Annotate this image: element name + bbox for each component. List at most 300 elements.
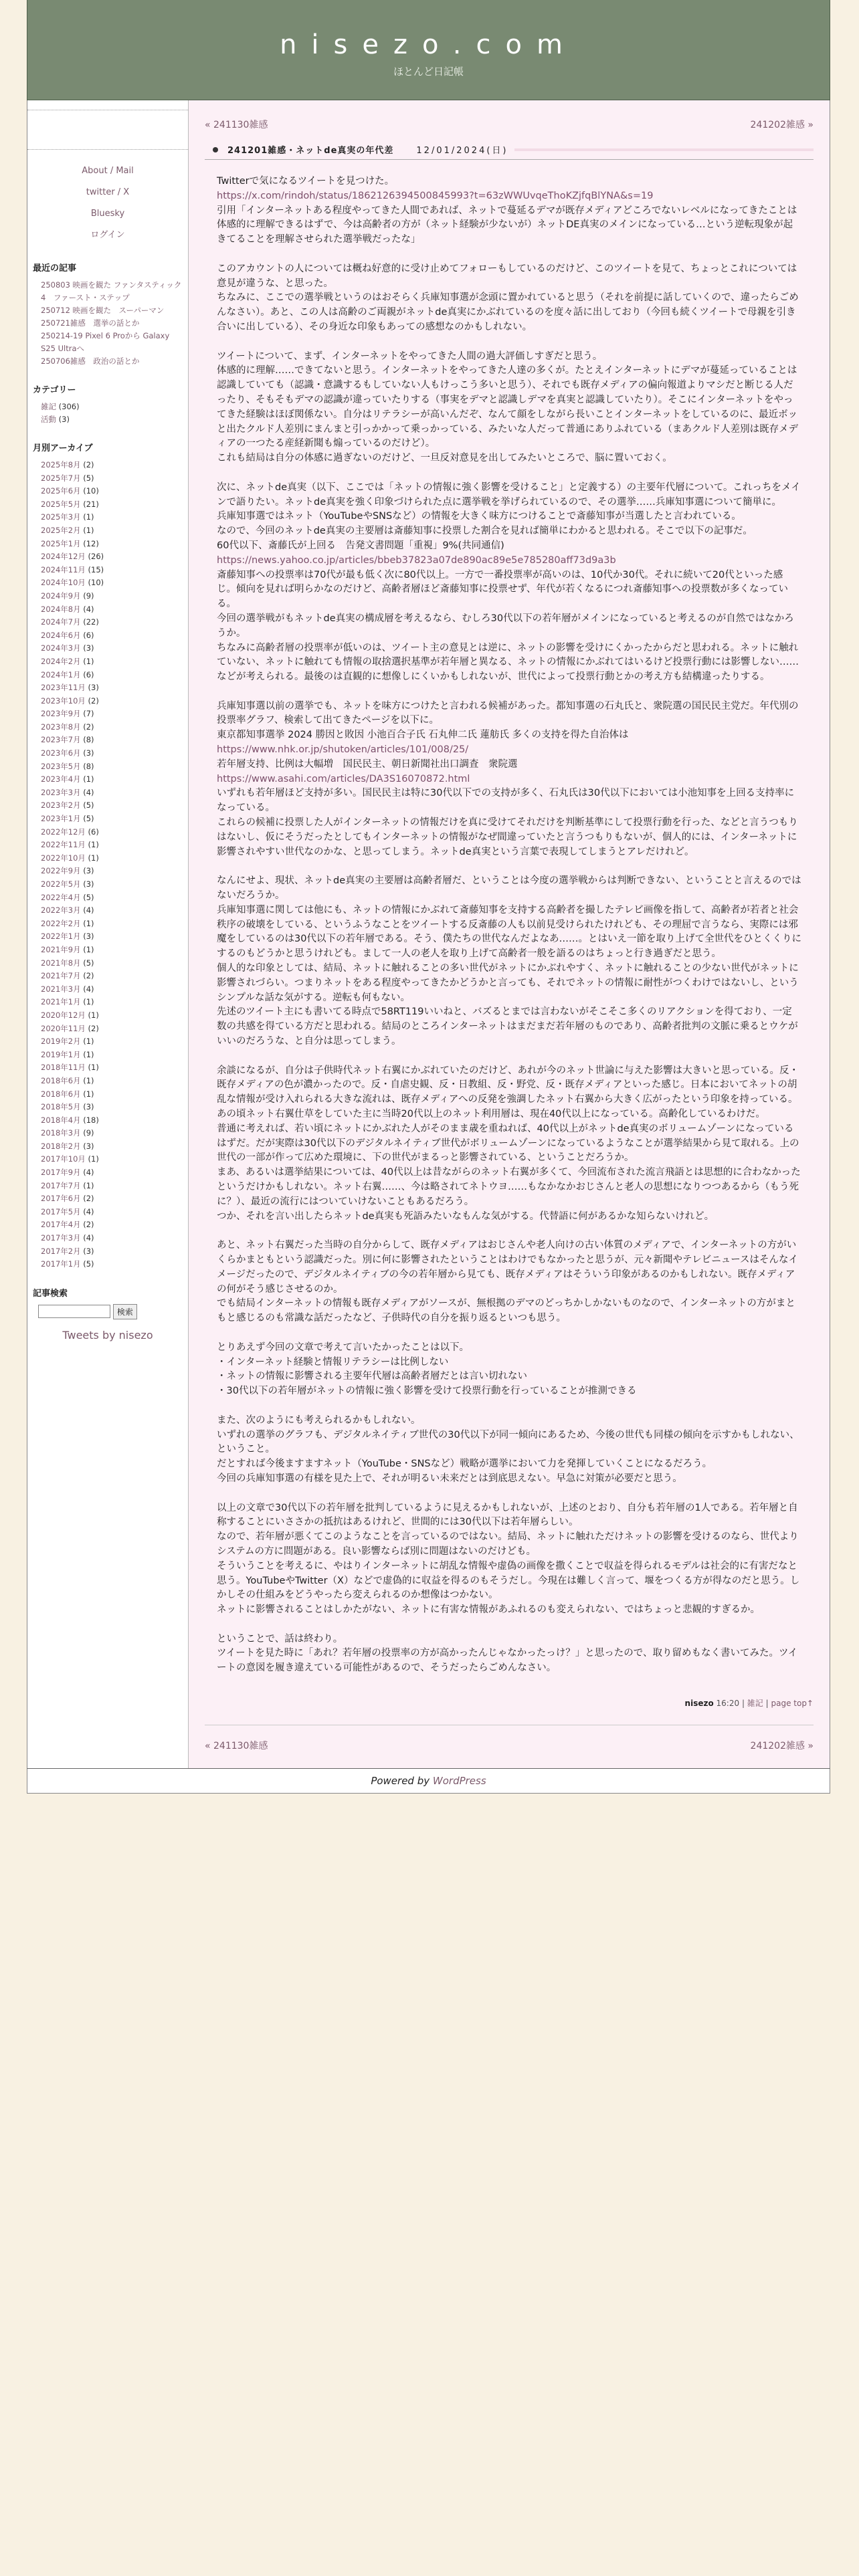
category-count: (3) [56, 415, 70, 424]
category-count: (306) [56, 402, 80, 411]
prev-post-link-bottom[interactable]: « 241130雑感 [205, 1740, 268, 1751]
archive-link[interactable]: 2023年11月 [41, 683, 86, 693]
post-title-bar [205, 143, 814, 160]
archive-count: (4) [80, 1206, 94, 1216]
archive-link[interactable]: 2019年1月 [41, 1049, 81, 1059]
archive-count: (5) [80, 473, 94, 483]
archive-item [41, 695, 184, 708]
archive-item [41, 1192, 184, 1206]
tweets-link[interactable]: Tweets by nisezo [62, 1328, 153, 1341]
post-date: 12/01/2024(日) [416, 146, 508, 156]
archive-count: (1) [85, 1063, 99, 1073]
archive-link[interactable]: 2022年3月 [41, 905, 81, 916]
archive-link[interactable]: 2020年12月 [41, 1010, 86, 1020]
post-text-line: ・インターネット経験と情報リテラシーは比例しない [217, 1356, 449, 1368]
post-text-line: 以上の文章で30代以下の若年層を批判しているように見えるかもしれないが、上述のとおり、自分も若年層の1人である。若年層と自称することにいささかの抵抗はあるけれど、世間的には30代以下は若年層らしい。 [217, 1502, 798, 1528]
archive-count: (1) [85, 1010, 99, 1020]
archive-link[interactable]: 2024年10月 [41, 578, 86, 588]
post-time: 16:20 [716, 1698, 740, 1708]
archive-item [41, 498, 184, 512]
post-text-line: 次に、ネットde真実（以下、ここでは「ネットの情報に強く影響を受けること」と定義する）の主要年代層について。これっちをメインで語りたい。ネットde真実を強く印象づけられた点に選挙戦を挙げられているので、その選挙……兵庫知事選について簡単に。 [217, 481, 801, 508]
archive-link[interactable]: 2022年2月 [41, 918, 81, 928]
search-input[interactable] [38, 1305, 110, 1318]
page-top-link[interactable]: page top↑ [771, 1698, 814, 1708]
recent-posts-list [27, 279, 188, 368]
post-text-line: これも結局は自分の体感に過ぎないのだけど、一旦反対意見を出してみたいところで、脳に置いておく。 [217, 453, 672, 464]
archive-count: (1) [80, 944, 94, 954]
post-text-line: なので、若年層が悪くてこのようなことを言っているのではない。結局、ネットに触れただけネットの影響を受けるのなら、世代よりシステムの方に問題がある。良い影響ならば別に問題はないのだけども。 [217, 1531, 799, 1557]
archive-link[interactable]: 2024年9月 [41, 591, 81, 601]
site-footer [27, 1768, 830, 1794]
archive-link[interactable]: 2025年7月 [41, 473, 81, 483]
archive-link[interactable]: 2025年8月 [41, 460, 81, 469]
archive-item [41, 485, 184, 498]
archive-count: (6) [80, 630, 94, 640]
archive-count: (9) [80, 1128, 94, 1138]
archive-count: (2) [80, 460, 94, 469]
archive-item [41, 996, 184, 1009]
archive-item [41, 891, 184, 905]
post-paragraph [217, 1632, 801, 1676]
post-paragraph [217, 1064, 801, 1224]
archive-count: (15) [85, 564, 104, 574]
archive-link[interactable]: 2022年12月 [41, 827, 86, 837]
archive-item [41, 983, 184, 996]
archive-item [41, 734, 184, 747]
archive-item [41, 564, 184, 577]
site-header [27, 0, 830, 100]
archive-item [41, 1140, 184, 1154]
archive-count: (4) [80, 1168, 94, 1178]
post-author: nisezo [684, 1698, 714, 1708]
archive-link[interactable]: 2024年7月 [41, 617, 81, 627]
post-text-line: 余談になるが、自分は子供時代ネット右翼にかぶれていたのだけど、あれが今のネット世論に与えた影響は大きいと思っている。反・既存メディアの色が濃かったので。反・自虐史観、反・日教組、反・野党、反・既存メディアといった感じ。日本においてネットの胡乱な情報が受け入れられる大きな流れは、既存メディアへの反発を強調したネット右翼から大きく広がったという印象を持っている。 [217, 1065, 799, 1105]
category-item [41, 401, 184, 413]
archive-count: (5) [80, 1259, 94, 1269]
archive-link[interactable]: 2023年9月 [41, 709, 81, 719]
archive-item [41, 826, 184, 839]
archive-link[interactable]: 2021年8月 [41, 958, 81, 968]
archive-count: (1) [80, 997, 94, 1007]
post-text-line: 個人的な印象としては、結局、ネットに触れることの多い世代がネットにかぶれやすく、ネットに触れることの少ない世代がネットに影響されづらい。つまりネットをある程度やってきたかどうかと言っても、それでネットの情報に耐性がつくわけではないし、というシンプルな話な気がする。逆転も何もない。 [217, 963, 799, 1003]
archive-item [41, 944, 184, 957]
archive-item [41, 1153, 184, 1166]
post-text-line: いずれの選挙のグラフも、デジタルネイティブ世代の30代以下が同一傾向にあるため、今後の世代も同様の傾向を示すかもしれない、ということ。 [217, 1429, 799, 1455]
archive-item [41, 839, 184, 852]
sidebar-top-box [27, 110, 188, 150]
archive-item [41, 957, 184, 970]
bluesky-link[interactable]: Bluesky [90, 209, 125, 219]
archive-item [41, 813, 184, 826]
post-text-line: 東京都知事選挙 2024 勝因と敗因 小池百合子氏 石丸伸二氏 蓮舫氏 多くの支持を得た自治体は [217, 730, 629, 741]
post-text-line: あと、ネット右翼だった当時の自分からして、既存メディアはおじさんや老人向けの古い体質のメディアで、インターネットの方がいくらかまともという認識だった。別に何に影響されたということはわけでもなかったと思うが、元々新聞やテレビニュースはそんなイメージだったので、デジタルネイティブの今の若年層から見ても、既存メディアはそういう印象があるのかもしれない。既存メディアの何がそう感じさせるのか。 [217, 1240, 798, 1295]
about-mail-link[interactable]: About / Mail [82, 166, 134, 176]
archive-count: (4) [80, 604, 94, 614]
archive-item [41, 865, 184, 878]
archive-count: (8) [80, 761, 94, 771]
post-paragraph [217, 700, 801, 860]
archive-link[interactable]: 2022年4月 [41, 892, 81, 902]
archive-count: (22) [80, 617, 99, 627]
archive-link[interactable]: 2022年9月 [41, 866, 81, 876]
post-text-line: 引用「インターネットある程度やってきた人間であれば、ネットで蔓延るデマが既存メディアどころでないレベルになってきたことは体感的に理解できるはずで、今は高齢者の方が（ネット経験が少ないが）ネットDE真実のメインになっている…という逆転現象が起きてることを理解させられた選挙戦だったな」 [217, 205, 797, 245]
archive-heading: 月別アーカイブ [33, 443, 93, 453]
archive-item [41, 538, 184, 551]
post-text-line: 兵庫知事選に関しては他にも、ネットの情報にかぶれて斎藤知事を支持する高齢者を撮したテレビ画像を指して、高齢者が若者と社会秩序の破壊をしている、というふうなことをツイートする反斎藤の人も以前見受けられたけれども、その理屈で言うなら、実際には邪魔をしているのは30代以下の若年層である。そう、僕たちの世代なんだよなあ……。とはいえ一節を取り上げて全世代をひとくくりにするのもどうかと思うけれども。まして一人の老人を取り上げて高齢者一般を語るのはちょっと行き過ぎだと思う。 [217, 904, 801, 960]
archive-link[interactable]: 2024年6月 [41, 630, 81, 640]
archive-item [41, 721, 184, 734]
main-content [189, 100, 830, 1768]
archive-item [41, 1245, 184, 1259]
categories-heading: カテゴリー [33, 385, 76, 395]
twitter-link[interactable]: twitter / X [86, 187, 130, 197]
archive-item [41, 786, 184, 800]
archive-item [41, 1088, 184, 1101]
post-text-line: そういうことを考えるに、やはりインターネットに胡乱な情報や虚偽の画像を撒くことで収益を得られるモデルは社会的に有害だなと思う。YouTubeやTwitter（X）などで虚偽的に収益を得るのもそうだし。今現在は難しく言って、堰をつくる方が得なのだと思う。しかしその仕組みをどうやったら変えられるのか想像はつかない。 [217, 1560, 800, 1601]
archive-item [41, 760, 184, 774]
post-text-line: 体感的に理解……できてないと思う。インターネットをやってきた人達の多くが。たとえインターネットにデマが蔓延っていることは認識していても（認識・意識するもしていない人もけっこう多いと思う）、それでも既存メディアの偏向報道よりマシだと断じる人だったり、そもそもデマの認識が違っていたりする（事実をデマと認識しデマを真実と認識していたり）。そこにインターネットをやってきた経験はほぼ関係ない。自分はリテラシーが高いんだぞ、なんて顔をしながら長いことインターネットをしているのに、最近ボッと出たクルド人差別にまんまと引っかかって乗っかっている、みたいな人だって普通にありふれている（まあクルド人差別は既存メディアの一つたる産経新聞も煽っているのだけど）。 [217, 365, 799, 449]
post-text-line: ネットに影響されることはしかたがない、ネットに有害な情報があふれるのも変えられない、ではちょっと悲観的すぎるか。 [217, 1604, 760, 1616]
archive-count: (1) [85, 1154, 99, 1164]
post-text-line: つか、それを言い出したらネットde真実も死語みたいなもんな気がする。代替語に何があるかな知らないけれど。 [217, 1210, 714, 1222]
archive-count: (1) [80, 774, 94, 784]
archive-link[interactable]: 2024年11月 [41, 564, 86, 574]
archive-link[interactable]: 2024年8月 [41, 604, 81, 614]
archive-item [41, 1166, 184, 1180]
search-button[interactable]: 検索 [113, 1304, 137, 1319]
archive-link[interactable]: 2018年3月 [41, 1128, 81, 1138]
archive-count: (1) [80, 1180, 94, 1190]
archive-link[interactable]: 2017年7月 [41, 1180, 81, 1190]
archive-item [41, 708, 184, 721]
archive-link[interactable]: 2018年4月 [41, 1115, 81, 1125]
archive-link[interactable]: 2023年8月 [41, 722, 81, 732]
archive-count: (26) [85, 552, 104, 562]
archive-count: (1) [80, 918, 94, 928]
archive-count: (1) [80, 512, 94, 522]
category-link[interactable]: 活動 [41, 415, 56, 424]
archive-count: (2) [80, 1220, 94, 1230]
post-text-line: ツイートについて、まず、インターネットをやってきた人間の過大評価しすぎだと思う。 [217, 350, 603, 362]
archive-link[interactable]: 2022年11月 [41, 840, 86, 850]
archive-count: (21) [80, 499, 99, 509]
category-item [41, 413, 184, 426]
archive-item [41, 918, 184, 931]
search-form [27, 1304, 188, 1319]
post-paragraph [217, 1414, 801, 1487]
archive-count: (4) [80, 984, 94, 994]
post-paragraph [217, 1239, 801, 1326]
archive-link[interactable]: 2017年1月 [41, 1259, 81, 1269]
archive-count: (3) [80, 643, 94, 653]
archive-item [41, 904, 184, 918]
content-row [27, 100, 830, 1768]
categories-list [27, 401, 188, 426]
post-title[interactable]: 241201雑感・ネットde真実の年代差 [227, 146, 394, 156]
post-text-line: Twitterで気になるツイートを見つけた。 [217, 176, 395, 187]
archive-count: (1) [80, 1075, 94, 1085]
archive-link[interactable]: 2019年2月 [41, 1037, 81, 1047]
post-paragraph [217, 1501, 801, 1618]
archive-count: (6) [85, 827, 99, 837]
archive-count: (2) [85, 1023, 99, 1033]
archive-item [41, 655, 184, 669]
archive-count: (10) [80, 486, 99, 496]
title-bar-fill [514, 148, 814, 151]
archive-item [41, 459, 184, 472]
recent-post-link[interactable]: 250803 映画を観た ファンタスティック4 ファースト・ステップ [41, 280, 182, 302]
archive-link[interactable]: 2017年5月 [41, 1206, 81, 1216]
archive-link[interactable]: 2025年3月 [41, 512, 81, 522]
archive-item [41, 629, 184, 643]
archive-count: (1) [80, 1049, 94, 1059]
archive-item [41, 1009, 184, 1023]
archive-item [41, 799, 184, 813]
archive-link[interactable]: 2018年2月 [41, 1141, 81, 1151]
archive-count: (4) [80, 1233, 94, 1243]
archive-count: (1) [80, 656, 94, 666]
archive-link[interactable]: 2017年2月 [41, 1246, 81, 1256]
post-url-link[interactable]: https://news.yahoo.co.jp/articles/bbeb37823a07de890ac89e5e785280aff73d9a3b [217, 554, 616, 566]
archive-item [41, 1258, 184, 1271]
post-text-line: ツイートを見た時に「あれ？若年層の投票率の方が高かったんじゃなかったっけ？」と思ったので、取り留めもなく書いてみた。ツイートの意図を履き違えている可能性があるので、そうだったらごめんなさい。 [217, 1648, 798, 1674]
post-text-line: 普通に考えれば、若い頃にネットにかぶれた人がそのまま歳を重ねれば、40代以上がネットde真実のボリュームゾーンになっているはずだ。だが実際は30代以下のデジタルネイティブ世代がボリュームゾーンになっているようなことが選挙結果から見て取れる。上の世代の一部が作って広めた環境に、下の世代がまるっと影響されている、ということだろうか。 [217, 1123, 799, 1164]
archive-item [41, 590, 184, 603]
archive-count: (3) [80, 1102, 94, 1112]
title-bullet-icon [213, 147, 218, 152]
post-nav-bottom [205, 1725, 814, 1768]
archive-count: (4) [80, 905, 94, 916]
post-text-line: なので、今回のネットde真実の主要層は斎藤知事に投票した割合を見れば簡単にわかると思われる。そこで以下の記事だ。 [217, 526, 753, 537]
archive-count: (3) [80, 1141, 94, 1151]
archive-link[interactable]: 2024年1月 [41, 669, 81, 679]
archive-link[interactable]: 2024年12月 [41, 552, 86, 562]
archive-link[interactable]: 2018年6月 [41, 1075, 81, 1085]
archive-item [41, 930, 184, 944]
page-wrapper [27, 0, 830, 1794]
site-description: ほとんど日記帳 [393, 66, 464, 78]
archive-link[interactable]: 2025年5月 [41, 499, 81, 509]
post-text-line: ということで、話は終わり。 [217, 1633, 343, 1644]
archive-link[interactable]: 2017年3月 [41, 1233, 81, 1243]
post-url-link[interactable]: https://x.com/rindoh/status/1862126394500845993?t=63zWWUvqeThoKZjfqBlYNA&s=19 [217, 190, 654, 201]
post-text-line: 60代以下、斎藤氏が上回る 告発文書問題「重視」9%(共同通信) [217, 540, 504, 551]
archive-count: (2) [80, 971, 94, 981]
archive-count: (2) [80, 1194, 94, 1204]
post-text-line: ちなみに、ここでの選挙戦というのはおそらく兵庫知事選が念頭に置かれていると思う（それを前提に話していくので、違ったらごめんなさい）。あと、この人は高齢のご両親がネットde真実にかぶれているのを度々話に出しており（今回も続くツイートで母親を引き合いに出している）、その身近な印象もあっての感想なのかもしれない。 [217, 292, 799, 332]
archive-link[interactable]: 2023年1月 [41, 814, 81, 824]
archive-count: (3) [80, 932, 94, 942]
post-text-line: 今回の兵庫知事選の有様を見た上で、それが明るい未来だとは到底思えない。早急に対策が必要だと思う。 [217, 1473, 682, 1484]
archive-count: (1) [80, 525, 94, 535]
archive-count: (3) [80, 879, 94, 889]
archive-item [41, 1232, 184, 1245]
archive-link[interactable]: 2023年7月 [41, 735, 81, 745]
archive-item [41, 1075, 184, 1088]
archive-link[interactable]: 2017年10月 [41, 1154, 86, 1164]
archive-item [41, 550, 184, 564]
footer-prefix: Powered by [371, 1774, 433, 1787]
post-text-line: だとすれば今後ますますネット（YouTube・SNSなど）戦略が選挙において力を発揮していくことになるだろう。 [217, 1459, 712, 1470]
sidebar-links [27, 160, 188, 246]
archive-list [27, 459, 188, 1271]
archive-count: (5) [80, 892, 94, 902]
archive-count: (2) [85, 695, 99, 706]
archive-item [41, 1218, 184, 1232]
archive-count: (1) [80, 1089, 94, 1099]
archive-link[interactable]: 2022年5月 [41, 879, 81, 889]
post-text-line: 兵庫知事選ではネット（YouTubeやSNSなど）の情報を大きく味方につけることで斎藤知事が当選したと言われている。 [217, 511, 741, 522]
archive-link[interactable]: 2021年3月 [41, 984, 81, 994]
post-text-line: とりあえず今回の文章で考えて言いたかったことは以下。 [217, 1341, 469, 1353]
search-heading: 記事検索 [33, 1288, 68, 1299]
archive-item [41, 1049, 184, 1062]
post-text-line: まあ、あるいは選挙結果については、40代以上は昔ながらのネット右翼が多くて、今回流布された流言飛語とは思想的に合わなかったというだけかもしれない。ネット右翼……、今は略されてネトウヨ……もなかなかおじさんと老人の思想になりつつあるから（もう死に？）、最近の流行にはついていけないこともあるだろう。 [217, 1167, 801, 1207]
archive-count: (5) [80, 800, 94, 811]
archive-link[interactable]: 2018年6月 [41, 1089, 81, 1099]
recent-post-link[interactable]: 250706雑感 政治の話とか [41, 356, 140, 366]
archive-link[interactable]: 2024年2月 [41, 656, 81, 666]
archive-link[interactable]: 2018年5月 [41, 1102, 81, 1112]
archive-item [41, 1127, 184, 1140]
archive-item [41, 472, 184, 486]
archive-count: (6) [80, 669, 94, 679]
post-paragraph [217, 1341, 801, 1399]
post-url-link[interactable]: https://www.nhk.or.jp/shutoken/articles/101/008/25/ [217, 744, 469, 756]
archive-count: (7) [80, 709, 94, 719]
archive-item [41, 1061, 184, 1075]
archive-link[interactable]: 2023年4月 [41, 774, 81, 784]
archive-link[interactable]: 2023年6月 [41, 748, 81, 758]
archive-item [41, 1035, 184, 1049]
archive-item [41, 1101, 184, 1114]
archive-count: (9) [80, 591, 94, 601]
recent-posts-heading: 最近の記事 [33, 263, 77, 274]
archive-link[interactable]: 2020年11月 [41, 1023, 86, 1033]
archive-link[interactable]: 2025年6月 [41, 486, 81, 496]
site-title[interactable]: nisezo.com [280, 29, 577, 60]
archive-item [41, 1114, 184, 1128]
archive-link[interactable]: 2021年1月 [41, 997, 81, 1007]
post-text-line: このアカウントの人については概ね好意的に受け止めてフォローもしているのだけど、このツイートを見て、ちょっとこれについては意見が違うな、と思った。 [217, 263, 797, 289]
post-paragraph [217, 262, 801, 335]
next-post-link[interactable]: 241202雑感 » [750, 120, 814, 130]
archive-link[interactable]: 2018年11月 [41, 1063, 86, 1073]
archive-item [41, 511, 184, 524]
archive-link[interactable]: 2022年1月 [41, 932, 81, 942]
archive-link[interactable]: 2022年10月 [41, 853, 86, 863]
post-text-line: 先述のツイート主にも書いてる時点で58RT119いいねと、バズるとまでは言わないがそこそこ多くのリアクションを得ており、一定数の共感を得ている方だと思われる。結局のところインターネットはまだまだ若年層のものであり、高齢者批判の文脈に乗るとウケがいいのだろうな、と自分は思ってしまう。 [217, 1006, 798, 1047]
archive-item [41, 576, 184, 590]
archive-link[interactable]: 2017年4月 [41, 1220, 81, 1230]
post-text-line: なんにせよ、現状、ネットde真実の主要層は高齢者層だ、ということは今度の選挙戦からは判断できない、ということと言えるのではないだろうか。 [217, 875, 801, 901]
archive-item [41, 642, 184, 655]
archive-count: (1) [80, 1037, 94, 1047]
archive-count: (5) [80, 814, 94, 824]
archive-link[interactable]: 2023年5月 [41, 761, 81, 771]
post-text-line: いずれも若年層ほど支持が多い。国民民主は特に30代以下での支持が多く、石丸氏は30代以下においては小池知事を上回る支持率になっている。 [217, 788, 795, 814]
recent-post-link[interactable]: 250721雑感 選挙の話とか [41, 318, 140, 328]
archive-count: (4) [80, 787, 94, 797]
archive-item [41, 681, 184, 695]
archive-link[interactable]: 2024年3月 [41, 643, 81, 653]
archive-item [41, 852, 184, 865]
archive-count: (3) [80, 866, 94, 876]
archive-item [41, 1023, 184, 1036]
archive-link[interactable]: 2025年1月 [41, 538, 81, 548]
post-body [205, 160, 814, 1676]
wordpress-link[interactable]: WordPress [432, 1774, 486, 1787]
post-text-line: 斎藤知事への投票率は70代が最も低く次に80代以上。一方で一番投票率が高いのは、10代か30代。それに続いて20代といった感じ。傾向を見れば明らかなのだけど、高齢者層ほど斎藤知事に投票せず、年代が若くなるにつれ斎藤知事への投票数が多くなっている。 [217, 569, 789, 610]
archive-link[interactable]: 2017年6月 [41, 1194, 81, 1204]
post-text-line: ・ネットの情報に影響される主要年代層は高齢者層だとは言い切れない [217, 1371, 527, 1382]
prev-post-link[interactable]: « 241130雑感 [205, 120, 268, 130]
archive-item [41, 603, 184, 617]
archive-count: (8) [80, 735, 94, 745]
recent-post-link[interactable]: 250712 映画を観た スーパーマン [41, 306, 165, 315]
archive-item [41, 669, 184, 682]
archive-count: (1) [85, 853, 99, 863]
archive-link[interactable]: 2023年2月 [41, 800, 81, 811]
archive-count: (18) [80, 1115, 99, 1125]
archive-count: (1) [85, 840, 99, 850]
archive-link[interactable]: 2023年10月 [41, 695, 86, 706]
archive-count: (12) [80, 538, 99, 548]
recent-post-link[interactable]: 250214-19 Pixel 6 Proから Galaxy S25 Ultraへ [41, 331, 170, 353]
archive-link[interactable]: 2017年9月 [41, 1168, 81, 1178]
post-text-line: ・30代以下の若年層がネットの情報に強く影響を受けて投票行動を行っていることが推測できる [217, 1386, 637, 1397]
post-url-link[interactable]: https://www.asahi.com/articles/DA3S16070872.html [217, 773, 470, 784]
archive-item [41, 1206, 184, 1219]
post-category-link[interactable]: 雑記 [747, 1698, 763, 1708]
category-link[interactable]: 雑記 [41, 402, 56, 411]
archive-item [41, 616, 184, 629]
archive-item [41, 970, 184, 983]
post-paragraph [217, 874, 801, 1049]
archive-count: (3) [85, 683, 99, 693]
post-text-line: 兵庫知事選以前の選挙でも、ネットを味方につけたと言われる候補があった。都知事選の石丸氏と、衆院選の国民民主党だ。年代別の投票率グラフ、検索して出てきたページを以下に。 [217, 700, 799, 726]
archive-count: (2) [80, 722, 94, 732]
post-text-line: また、次のようにも考えられるかもしれない。 [217, 1414, 421, 1426]
post-footer: nisezo 16:20 | 雑記 | page top↑ [684, 1698, 814, 1708]
post-text-line: これらの候補に投票した人がインターネットの情報だけを真に受けてそれだけを判断基準にして投票行動を行った、などと言うつもりはないし、仮にそうだったとしてもインターネットの情報がなぜ間違っていたと言うつもりもないが、個人的には、インターネットに影響されやすい世代なのかな、と思ってしまう。ネットde真実という言葉で表現してしまうとアレだけれど。 [217, 817, 798, 857]
archive-link[interactable]: 2021年7月 [41, 971, 81, 981]
post-text-line: でも結局インターネットの情報も既存メディアがソースが、無根拠のデマのどっちかしかないものなので、インターネットの方がまともと感じるのも常識な話だったなど、子供時代の自分を振り返るといつも思う。 [217, 1298, 795, 1324]
archive-link[interactable]: 2023年3月 [41, 787, 81, 797]
next-post-link-bottom[interactable]: 241202雑感 » [750, 1740, 814, 1751]
post-text-line: ちなみに高齢者層の投票率が低いのは、ツイート主の意見とは逆に、ネットの影響を受けにくかったからだと思われる。ネットに触れていない、ネットに触れても情報の取捨選択基準が若年層と異なる、ネットの情報にかぶれてはいるけど投票行動には影響しない……などが考えられる。最後のは直観的に想像しにくいかもしれないが、世代によって投票行動とかの考え方も結構違ったりする。 [217, 642, 799, 683]
archive-link[interactable]: 2025年2月 [41, 525, 81, 535]
archive-item [41, 524, 184, 538]
archive-item [41, 878, 184, 891]
post-paragraph [217, 481, 801, 685]
archive-count: (3) [80, 1246, 94, 1256]
post-text-line: 今回の選挙戦がもネットde真実の構成層を考えるなら、むしろ30代以下の若年層がメインになっていると考えるのが自然ではなかろうか。 [217, 613, 794, 639]
archive-count: (5) [80, 958, 94, 968]
archive-item [41, 773, 184, 786]
archive-count: (3) [80, 748, 94, 758]
archive-count: (10) [85, 578, 104, 588]
post-nav-top [205, 100, 814, 131]
sidebar [27, 100, 189, 1768]
post-paragraph [217, 350, 801, 466]
login-link[interactable]: ログイン [90, 230, 125, 240]
archive-link[interactable]: 2021年9月 [41, 944, 81, 954]
archive-item [41, 747, 184, 760]
archive-item [41, 1180, 184, 1193]
post-text-line: あの頃ネット右翼仕草をしていた主に当時20代以上のネット利用層は、現在40代以上になっている。高齢化しているわけだ。 [217, 1109, 765, 1119]
post-paragraph [217, 175, 801, 247]
